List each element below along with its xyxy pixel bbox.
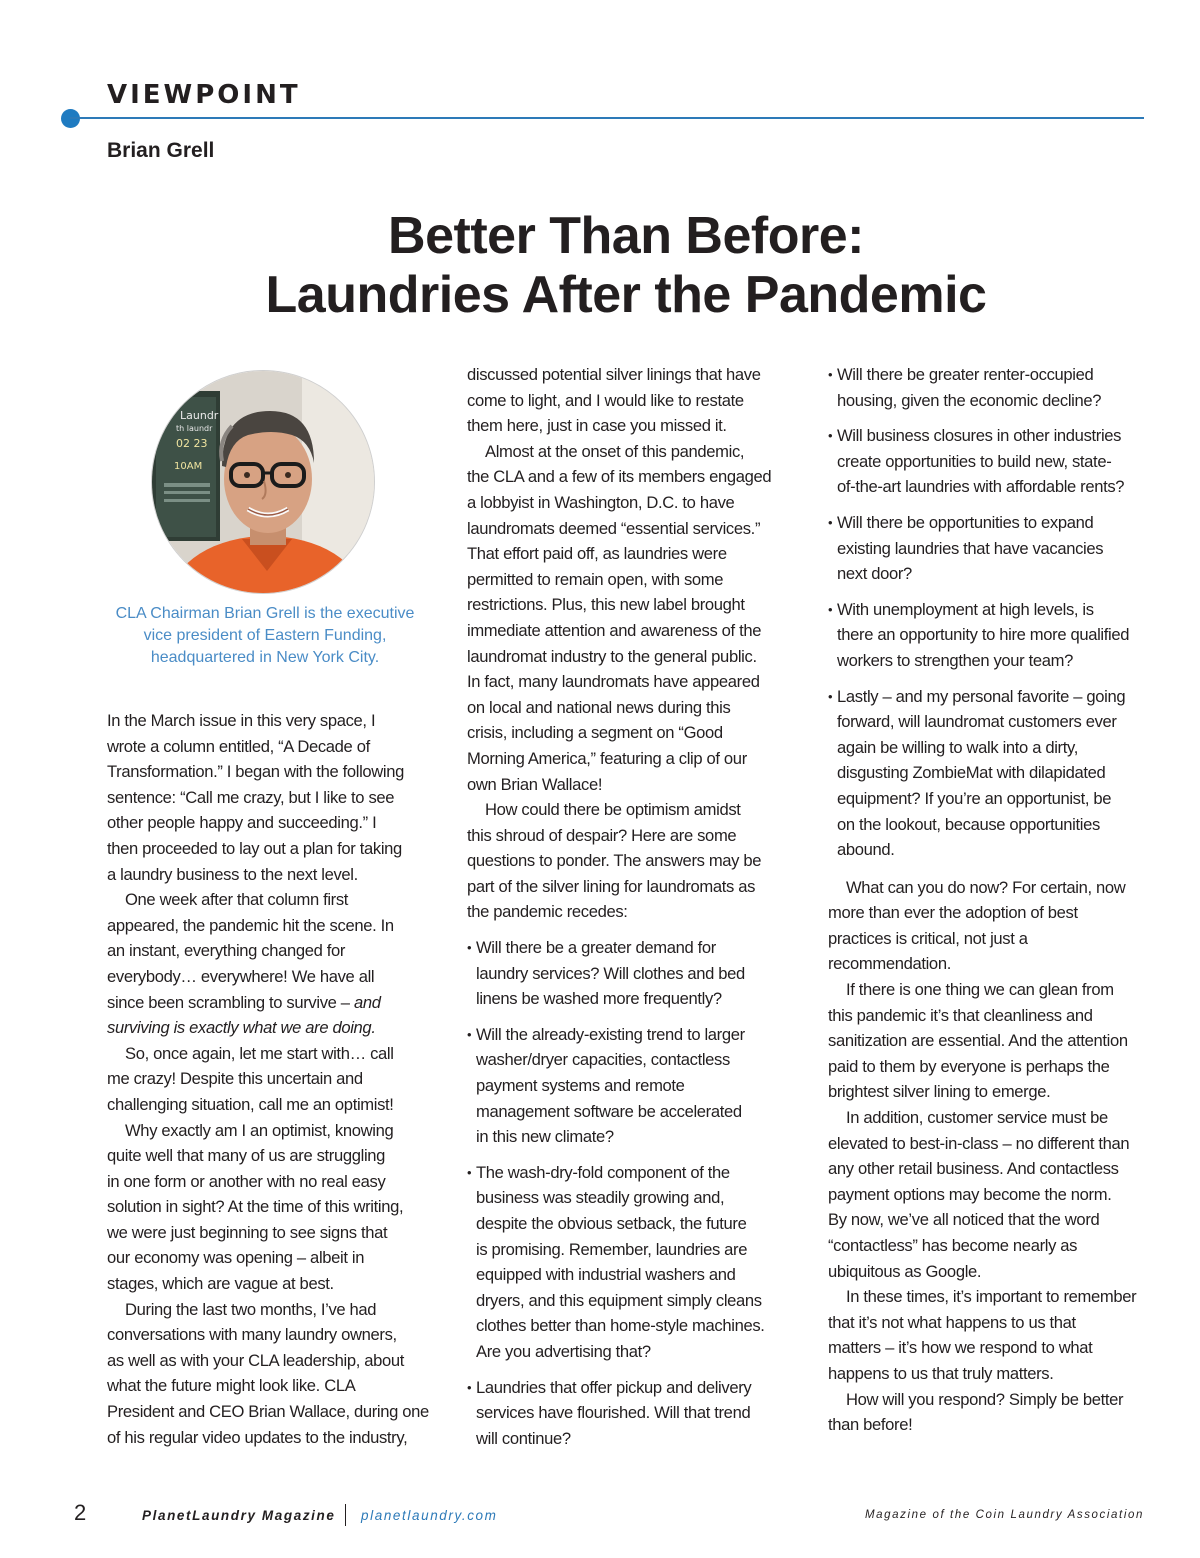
paragraph <box>467 797 797 925</box>
text-line: workers to strengthen your team? <box>837 650 1073 670</box>
text-line: immediate attention and awareness of the <box>467 620 762 640</box>
paragraph <box>107 708 432 887</box>
paragraph <box>107 1297 432 1451</box>
headline-line-1: Better Than Before: <box>388 207 864 265</box>
paragraph <box>828 1105 1158 1284</box>
text-line: crisis, including a segment on “Good <box>467 723 723 743</box>
text-line: a lobbyist in Washington, D.C. to have <box>467 492 735 512</box>
text-line: sentence: “Call me crazy, but I like to see <box>107 787 395 807</box>
text-line: on the lookout, because opportunities <box>837 814 1100 834</box>
text-line: During the last two months, I’ve had <box>125 1299 377 1319</box>
text-line: dryers, and this equipment simply cleans <box>476 1290 762 1310</box>
text-line: in one form or another with no real easy <box>107 1171 386 1191</box>
text-line: an instant, everything changed for <box>107 941 346 961</box>
text-line: recommendation. <box>828 954 951 974</box>
sign-text-2: th laundr <box>176 424 213 433</box>
paragraph <box>828 875 1158 977</box>
bullet-item <box>828 684 1158 863</box>
text-line: In these times, it’s important to remember <box>846 1287 1137 1307</box>
text-line: paid to them by everyone is perhaps the <box>828 1056 1110 1076</box>
text-fragment: since been scrambling to survive – <box>107 992 350 1012</box>
author-photo <box>151 370 375 594</box>
text-line: discussed potential silver linings that have <box>467 365 761 384</box>
text-line: everybody… everywhere! We have all <box>107 966 375 986</box>
text-line: • Will there be opportunities to expand <box>837 512 1094 532</box>
photo-caption <box>104 603 426 669</box>
text-line: • The wash-dry-fold component of the <box>476 1162 730 1182</box>
text-line: solution in sight? At the time of this writing, <box>107 1197 404 1217</box>
text-line: Why exactly am I an optimist, knowing <box>125 1120 394 1140</box>
text-line: permitted to remain open, with some <box>467 569 724 589</box>
text-line: clothes better than home-style machines. <box>476 1316 765 1336</box>
text-line: In addition, customer service must be <box>846 1108 1108 1128</box>
text-line: other people happy and succeeding.” I <box>107 813 377 833</box>
text-line: management software be accelerated <box>476 1101 742 1121</box>
caption-line-3: headquartered in New York City. <box>150 649 380 666</box>
text-line: brightest silver lining to emerge. <box>828 1082 1051 1102</box>
text-line: What can you do now? For certain, now <box>846 877 1126 897</box>
text-line <box>107 1015 432 1041</box>
text-line: will continue? <box>476 1428 571 1448</box>
text-line: next door? <box>837 564 912 584</box>
text-line: conversations with many laundry owners, <box>107 1325 397 1345</box>
text-line: the pandemic recedes: <box>467 902 628 922</box>
text-line: than before! <box>828 1415 913 1435</box>
sign-text-1: Laundr <box>180 409 219 422</box>
text-line: payment systems and remote <box>476 1076 685 1096</box>
text-line: How could there be optimism amidst <box>485 800 741 820</box>
footer-divider <box>345 1504 346 1526</box>
text-line: in this new climate? <box>476 1127 614 1147</box>
footer-tagline: Magazine of the Coin Laundry Association <box>864 1509 1144 1521</box>
text-line: In the March issue in this very space, I <box>107 711 376 730</box>
text-line: this pandemic it’s that cleanliness and <box>828 1005 1093 1025</box>
article-column-2 <box>467 362 797 1461</box>
text-line: forward, will laundromat customers ever <box>837 712 1117 732</box>
text-line: quite well that many of us are struggling <box>107 1146 386 1166</box>
text-line: on local and national news during this <box>467 697 731 717</box>
text-line: existing laundries that have vacancies <box>837 538 1104 558</box>
text-line: we were just beginning to see signs that <box>107 1222 388 1242</box>
bullet-item <box>828 362 1158 413</box>
text-line: this shroud of despair? Here are some <box>467 825 737 845</box>
text-line: practices is critical, not just a <box>828 928 1028 948</box>
text-line: If there is one thing we can glean from <box>846 980 1114 1000</box>
text-line: happens to us that truly matters. <box>828 1363 1054 1383</box>
italic-text: and <box>353 992 381 1012</box>
text-line: that it’s not what happens to us that <box>828 1312 1076 1332</box>
text-line: create opportunities to build new, state- <box>837 451 1112 471</box>
text-line: So, once again, let me start with… call <box>125 1043 394 1063</box>
text-line: then proceeded to lay out a plan for taking <box>107 838 402 858</box>
text-line: elevated to best-in-class – no different than <box>828 1133 1130 1153</box>
text-line: Almost at the onset of this pandemic, <box>485 441 745 461</box>
text-line: of-the-art laundries with affordable rents? <box>837 477 1125 497</box>
text-line: the CLA and a few of its members engaged <box>467 467 772 487</box>
text-line: • With unemployment at high levels, is <box>837 599 1094 619</box>
text-line: questions to ponder. The answers may be <box>467 851 762 871</box>
article-headline <box>100 207 1152 325</box>
text-line: • Will there be greater renter-occupied <box>837 365 1094 384</box>
bullet-item <box>467 1022 797 1150</box>
paragraph <box>828 1387 1158 1438</box>
caption-line-2: vice president of Eastern Funding, <box>143 627 387 644</box>
text-line: me crazy! Despite this uncertain and <box>107 1069 363 1089</box>
magazine-url-link[interactable]: planetlaundry.com <box>361 1508 498 1523</box>
text-line: By now, we’ve all noticed that the word <box>828 1210 1100 1230</box>
text-line: In fact, many laundromats have appeared <box>467 672 760 692</box>
text-line: • Lastly – and my personal favorite – going <box>837 686 1126 706</box>
sign-text-4: 10AM <box>174 461 203 472</box>
text-line: a laundry business to the next level. <box>107 864 358 884</box>
text-line: what the future might look like. CLA <box>107 1376 356 1396</box>
text-line: • Will business closures in other industries <box>837 426 1122 446</box>
author-byline: Brian Grell <box>107 139 215 162</box>
text-line: linens be washed more frequently? <box>476 989 722 1009</box>
text-line: sanitization are essential. And the attention <box>828 1031 1128 1051</box>
paragraph <box>828 977 1158 1105</box>
bullet-item <box>467 1160 797 1365</box>
text-line: • Will there be a greater demand for <box>476 938 716 958</box>
text-line: as well as with your CLA leadership, about <box>107 1350 405 1370</box>
text-line: is promising. Remember, laundries are <box>476 1239 748 1259</box>
section-label: VIEWPOINT <box>107 80 301 110</box>
text-line: any other retail business. And contactless <box>828 1159 1119 1179</box>
text-line: equipment? If you’re an opportunist, be <box>837 788 1112 808</box>
text-line: That effort paid off, as laundries were <box>467 544 727 564</box>
text-line: our economy was opening – albeit in <box>107 1248 365 1268</box>
text-line: housing, given the economic decline? <box>837 390 1102 410</box>
bullet-item <box>828 423 1158 500</box>
text-line: matters – it’s how we respond to what <box>828 1338 1093 1358</box>
sign-text-3: 02 23 <box>176 437 208 450</box>
bullet-item <box>828 597 1158 674</box>
page-number: 2 <box>74 1500 87 1525</box>
text-line: Morning America,” featuring a clip of our <box>467 748 747 768</box>
text-line: President and CEO Brian Wallace, during one <box>107 1402 429 1422</box>
text-line: disgusting ZombieMat with dilapidated <box>837 763 1106 783</box>
text-line: there an opportunity to hire more qualified <box>837 625 1130 645</box>
caption-line-1: CLA Chairman Brian Grell is the executive <box>115 605 415 622</box>
text-line: Are you advertising that? <box>476 1341 651 1361</box>
article-column-1 <box>107 708 432 1450</box>
text-line: washer/dryer capacities, contactless <box>476 1050 730 1070</box>
text-line: business was steadily growing and, <box>476 1188 725 1208</box>
author-photo-illustration <box>152 371 374 593</box>
bullet-item <box>467 1375 797 1452</box>
text-line: services have flourished. Will that trend <box>476 1403 751 1423</box>
text-line: How will you respond? Simply be better <box>846 1389 1124 1409</box>
text-line: • Laundries that offer pickup and delivery <box>476 1377 752 1397</box>
paragraph <box>107 1118 432 1297</box>
paragraph <box>828 1284 1158 1386</box>
paragraph <box>467 439 797 797</box>
article-column-3 <box>828 362 1158 1438</box>
paragraph <box>107 887 432 1041</box>
text-line: equipped with industrial washers and <box>476 1265 736 1285</box>
paragraph <box>467 362 797 439</box>
text-line <box>107 990 432 1016</box>
text-line: despite the obvious setback, the future <box>476 1214 747 1233</box>
magazine-name: PlanetLaundry Magazine <box>142 1508 336 1523</box>
text-line: One week after that column first <box>125 890 349 910</box>
text-line: laundromat industry to the general public. <box>467 646 757 666</box>
headline-line-2: Laundries After the Pandemic <box>265 266 987 324</box>
text-line: them here, just in case you missed it. <box>467 416 727 436</box>
text-line: restrictions. Plus, this new label brought <box>467 595 745 615</box>
text-line: stages, which are vague at best. <box>107 1274 334 1294</box>
text-line: come to light, and I would like to restate <box>467 390 744 410</box>
italic-text: surviving is exactly what we are doing. <box>107 1018 376 1038</box>
text-line: ubiquitous as Google. <box>828 1261 982 1281</box>
text-line: part of the silver lining for laundromats as <box>467 876 756 896</box>
bullet-item <box>467 935 797 1012</box>
text-line: wrote a column entitled, “A Decade of <box>107 736 370 756</box>
paragraph <box>107 1041 432 1118</box>
text-line: abound. <box>837 840 895 860</box>
text-line: “contactless” has become nearly as <box>828 1236 1078 1255</box>
header-rule <box>70 117 1144 119</box>
text-line: appeared, the pandemic hit the scene. In <box>107 915 394 935</box>
text-line: more than ever the adoption of best <box>828 903 1078 923</box>
bullet-item <box>828 510 1158 587</box>
text-line: • Will the already-existing trend to larger <box>476 1024 745 1044</box>
text-line: Transformation.” I began with the following <box>107 762 405 782</box>
text-line: payment options may become the norm. <box>828 1184 1112 1204</box>
text-line: own Brian Wallace! <box>467 774 603 794</box>
text-line: again be willing to walk into a dirty, <box>837 737 1078 757</box>
text-line: of his regular video updates to the industry, <box>107 1427 408 1447</box>
text-line: laundromats deemed “essential services.” <box>467 518 761 538</box>
text-line: challenging situation, call me an optimist! <box>107 1094 394 1114</box>
text-line: laundry services? Will clothes and bed <box>476 963 745 983</box>
